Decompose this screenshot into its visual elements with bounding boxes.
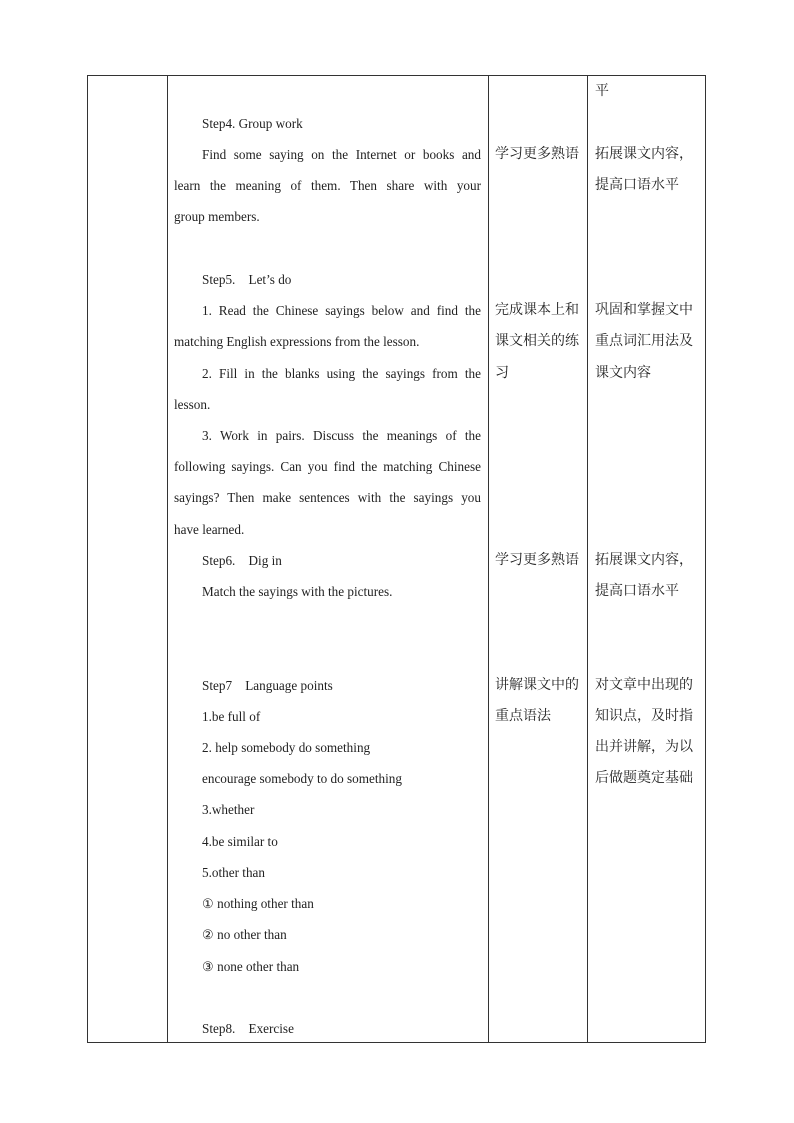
step5-purpose-line: 完成课本上和 [495, 302, 579, 318]
step5-line: sayings? Then make sentences with the sayings you [174, 490, 481, 505]
step5-line: 3. Work in pairs. Discuss the meanings of the [202, 428, 481, 443]
step7-item: ① nothing other than [202, 896, 314, 911]
step5-line: 2. Fill in the blanks using the sayings from the [202, 366, 481, 381]
step7-title: Step7 Language points [202, 678, 333, 693]
step4-goal-line: 拓展课文内容， [595, 146, 693, 162]
step5-purpose-line: 习 [495, 365, 509, 381]
step7-purpose-line: 讲解课文中的 [495, 677, 579, 693]
step5-line: lesson. [174, 397, 211, 412]
column-divider [167, 76, 168, 1042]
column-divider [587, 76, 588, 1042]
step5-line: 1. Read the Chinese sayings below and find the [202, 303, 481, 318]
step7-purpose-line: 重点语法 [495, 708, 551, 724]
step4-line: Find some saying on the Internet or books and [202, 147, 481, 162]
step7-goal-line: 知识点，及时指 [595, 708, 693, 724]
step4-line: group members. [174, 209, 260, 224]
step7-item: 5.other than [202, 865, 265, 880]
column-divider [488, 76, 489, 1042]
step4-goal-line: 提高口语水平 [595, 177, 679, 193]
step5-line: following sayings. Can you find the matching Chinese [174, 459, 481, 474]
step8-title: Step8. Exercise [202, 1021, 294, 1036]
step7-item: 2. help somebody do something [202, 740, 371, 755]
step5-goal-line: 重点词汇用法及 [595, 333, 693, 349]
step6-line: Match the sayings with the pictures. [202, 584, 393, 599]
step5-title: Step5. Let’s do [202, 272, 292, 287]
step7-goal-line: 出并讲解，为以 [595, 739, 693, 755]
step5-purpose-line: 课文相关的练 [495, 333, 579, 349]
step5-line: have learned. [174, 522, 245, 537]
step6-goal-line: 提高口语水平 [595, 583, 679, 599]
step7-goal-line: 对文章中出现的 [595, 677, 693, 693]
step4-line: learn the meaning of them. Then share with your [174, 178, 481, 193]
step7-item: 3.whether [202, 802, 255, 817]
step7-goal-line: 后做题奠定基础 [595, 770, 693, 786]
step4-title: Step4. Group work [202, 116, 303, 131]
step7-item: encourage somebody to do something [202, 771, 402, 786]
step6-title: Step6. Dig in [202, 553, 282, 568]
step7-item: 4.be similar to [202, 834, 278, 849]
step5-goal-line: 巩固和掌握文中 [595, 302, 693, 318]
step7-item: ② no other than [202, 927, 287, 942]
step7-item: ③ none other than [202, 959, 300, 974]
goal-continuation: 平 [595, 83, 609, 99]
step4-purpose: 学习更多熟语 [495, 146, 579, 162]
step6-purpose: 学习更多熟语 [495, 552, 579, 568]
step6-goal-line: 拓展课文内容， [595, 552, 693, 568]
step5-line: matching English expressions from the lesson. [174, 334, 420, 349]
step7-item: 1.be full of [202, 709, 261, 724]
step5-goal-line: 课文内容 [595, 365, 651, 381]
